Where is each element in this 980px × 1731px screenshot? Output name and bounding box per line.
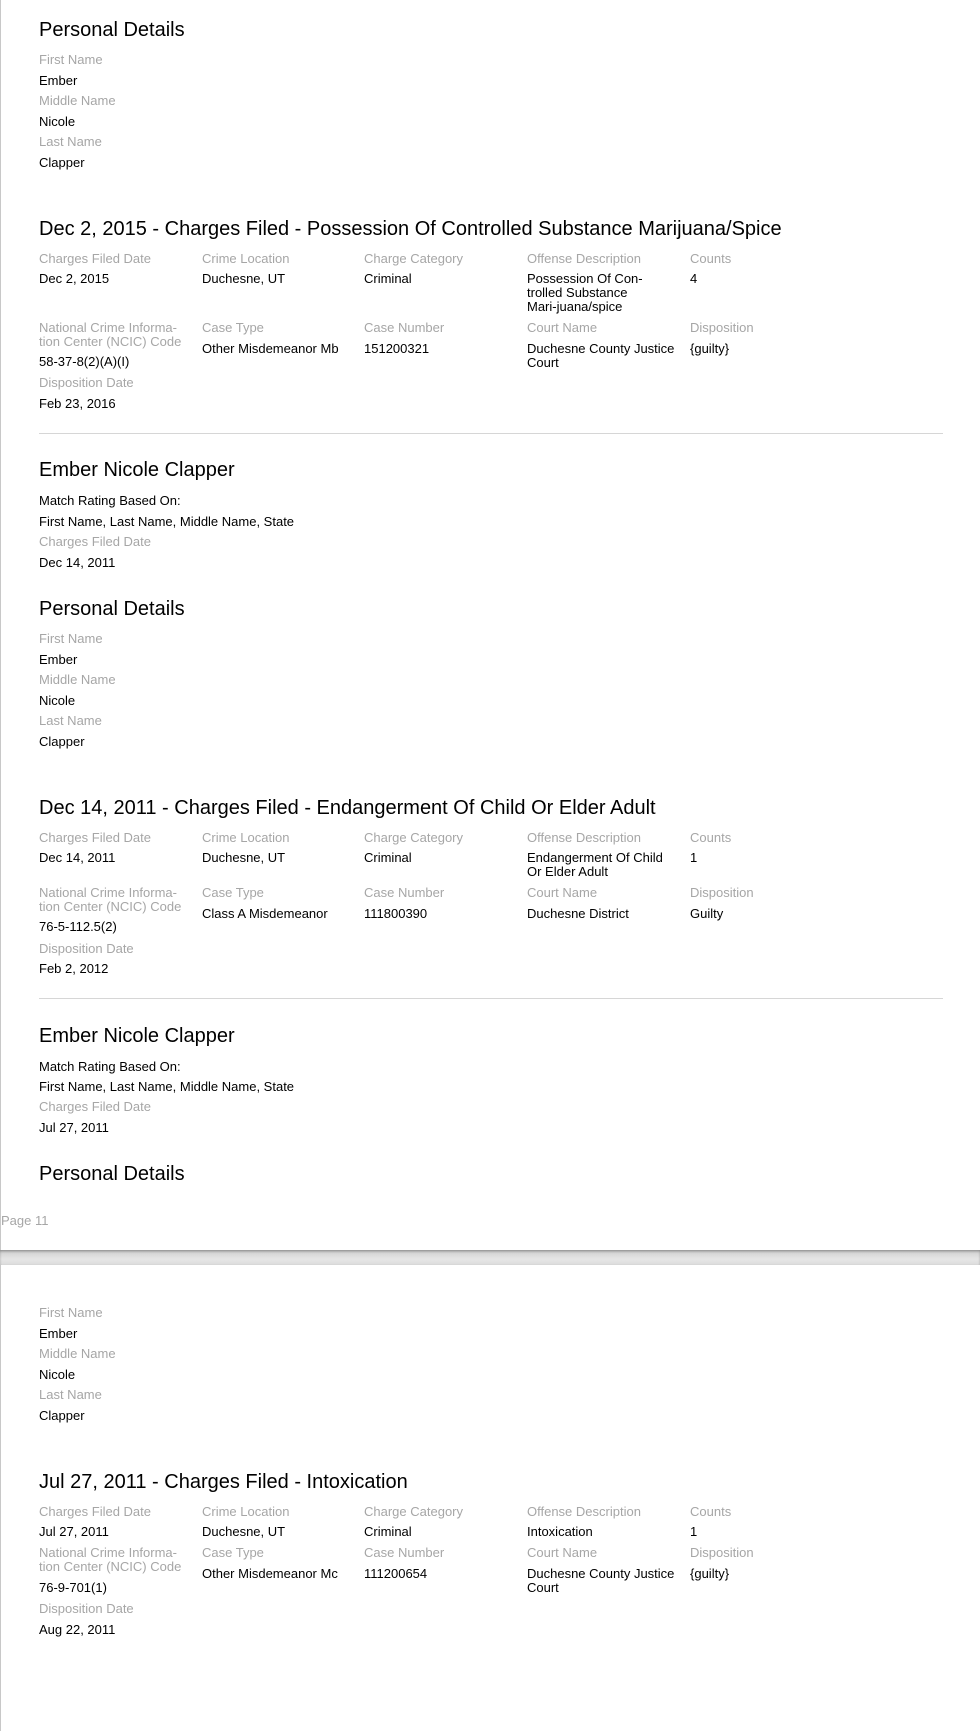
charges-filed-date-label: Charges Filed Date	[39, 1099, 151, 1114]
section-divider	[39, 433, 943, 434]
first-name-label: First Name	[39, 52, 103, 67]
counts-label: Counts	[690, 251, 732, 266]
first-name-value: Ember	[39, 652, 78, 667]
crime-location-value: Duchesne, UT	[202, 1524, 286, 1539]
disposition-label: Disposition	[690, 885, 754, 900]
personal-details-heading: Personal Details	[39, 1163, 185, 1185]
charge-category-label: Charge Category	[364, 830, 463, 845]
disposition-date-value: Feb 23, 2016	[39, 396, 116, 411]
personal-details-heading: Personal Details	[39, 19, 185, 41]
charges-filed-date-value: Dec 2, 2015	[39, 271, 110, 286]
disposition-date-label: Disposition Date	[39, 375, 134, 390]
disposition-label: Disposition	[690, 1545, 754, 1560]
middle-name-label: Middle Name	[39, 93, 116, 108]
case-type-value: Class A Misdemeanor	[202, 906, 328, 921]
record-name-heading: Ember Nicole Clapper	[39, 1025, 235, 1047]
last-name-value: Clapper	[39, 155, 85, 170]
report-page-12	[0, 1265, 980, 1731]
disposition-label: Disposition	[690, 320, 754, 335]
charges-filed-date-label: Charges Filed Date	[39, 251, 151, 266]
case-type-value: Other Misdemeanor Mb	[202, 341, 339, 356]
charge-category-label: Charge Category	[364, 1504, 463, 1519]
last-name-label: Last Name	[39, 134, 102, 149]
charges-filed-date-label: Charges Filed Date	[39, 1504, 151, 1519]
last-name-value: Clapper	[39, 734, 85, 749]
page-number: Page 11	[1, 1213, 49, 1228]
offense-description-value: Possession Of Con-trolled Substance Mari-juana/spice	[527, 271, 643, 314]
charge-category-value: Criminal	[364, 1524, 412, 1539]
first-name-label: First Name	[39, 631, 103, 646]
case-number-value: 111200654	[364, 1566, 428, 1581]
charge-category-label: Charge Category	[364, 251, 463, 266]
case-number-value: 151200321	[364, 341, 430, 356]
court-name-label: Court Name	[527, 320, 598, 335]
case-number-label: Case Number	[364, 320, 445, 335]
offense-description-label: Offense Description	[527, 251, 641, 266]
charge-heading: Jul 27, 2011 - Charges Filed - Intoxication	[39, 1471, 408, 1493]
match-rating-fields: First Name, Last Name, Middle Name, State	[39, 1079, 295, 1094]
record-name-heading: Ember Nicole Clapper	[39, 459, 235, 481]
middle-name-value: Nicole	[39, 693, 76, 708]
ncic-code-value: 76-9-701(1)	[39, 1580, 107, 1595]
offense-description-label: Offense Description	[527, 830, 641, 845]
disposition-date-label: Disposition Date	[39, 1601, 134, 1616]
middle-name-value: Nicole	[39, 114, 76, 129]
counts-value: 1	[690, 850, 698, 865]
last-name-label: Last Name	[39, 713, 102, 728]
ncic-code-label: National Crime Informa-tion Center (NCIC) Code	[39, 320, 182, 349]
case-number-label: Case Number	[364, 885, 445, 900]
crime-location-label: Crime Location	[202, 1504, 290, 1519]
middle-name-value: Nicole	[39, 1367, 76, 1382]
crime-location-label: Crime Location	[202, 251, 290, 266]
charges-filed-date-value: Jul 27, 2011	[39, 1524, 109, 1539]
court-name-value: Duchesne District	[527, 906, 629, 921]
charges-filed-date-value: Dec 14, 2011	[39, 555, 116, 570]
crime-location-value: Duchesne, UT	[202, 850, 286, 865]
match-rating-label: Match Rating Based On:	[39, 493, 181, 508]
counts-value: 1	[690, 1524, 698, 1539]
disposition-value: {guilty}	[690, 341, 730, 356]
offense-description-label: Offense Description	[527, 1504, 641, 1519]
case-type-label: Case Type	[202, 320, 264, 335]
case-type-label: Case Type	[202, 885, 264, 900]
middle-name-label: Middle Name	[39, 672, 116, 687]
court-name-label: Court Name	[527, 1545, 598, 1560]
ncic-code-label: National Crime Informa-tion Center (NCIC) Code	[39, 885, 182, 914]
case-type-label: Case Type	[202, 1545, 264, 1560]
counts-label: Counts	[690, 830, 732, 845]
case-type-value: Other Misdemeanor Mc	[202, 1566, 338, 1581]
charges-filed-date-value: Dec 14, 2011	[39, 850, 116, 865]
charge-heading: Dec 14, 2011 - Charges Filed - Endangerment Of Child Or Elder Adult	[39, 797, 656, 819]
disposition-value: Guilty	[690, 906, 724, 921]
charges-filed-date-label: Charges Filed Date	[39, 830, 151, 845]
ncic-code-value: 76-5-112.5(2)	[39, 919, 117, 934]
charge-category-value: Criminal	[364, 271, 412, 286]
charges-filed-date-value: Jul 27, 2011	[39, 1120, 109, 1135]
case-number-label: Case Number	[364, 1545, 445, 1560]
crime-location-value: Duchesne, UT	[202, 271, 286, 286]
personal-details-heading: Personal Details	[39, 598, 185, 620]
disposition-value: {guilty}	[690, 1566, 730, 1581]
counts-value: 4	[690, 271, 698, 286]
disposition-date-value: Feb 2, 2012	[39, 961, 109, 976]
ncic-code-label: National Crime Informa-tion Center (NCIC) Code	[39, 1545, 182, 1574]
last-name-value: Clapper	[39, 1408, 85, 1423]
disposition-date-label: Disposition Date	[39, 941, 134, 956]
counts-label: Counts	[690, 1504, 732, 1519]
match-rating-fields: First Name, Last Name, Middle Name, State	[39, 514, 295, 529]
case-number-value: 111800390	[364, 906, 428, 921]
court-name-value: Duchesne County Justice Court	[527, 1566, 675, 1595]
charge-category-value: Criminal	[364, 850, 412, 865]
section-divider	[39, 998, 943, 999]
first-name-value: Ember	[39, 1326, 78, 1341]
court-name-value: Duchesne County Justice Court	[527, 341, 675, 370]
page-break	[0, 1250, 980, 1265]
offense-description-value: Intoxication	[527, 1524, 593, 1539]
offense-description-value: Endangerment Of Child Or Elder Adult	[527, 850, 663, 879]
court-name-label: Court Name	[527, 885, 598, 900]
disposition-date-value: Aug 22, 2011	[39, 1622, 116, 1637]
first-name-label: First Name	[39, 1305, 103, 1320]
match-rating-label: Match Rating Based On:	[39, 1059, 181, 1074]
ncic-code-value: 58-37-8(2)(A)(I)	[39, 354, 130, 369]
first-name-value: Ember	[39, 73, 78, 88]
charge-heading: Dec 2, 2015 - Charges Filed - Possession Of Controlled Substance Marijuana/Spice	[39, 218, 782, 240]
crime-location-label: Crime Location	[202, 830, 290, 845]
middle-name-label: Middle Name	[39, 1346, 116, 1361]
last-name-label: Last Name	[39, 1387, 102, 1402]
charges-filed-date-label: Charges Filed Date	[39, 534, 151, 549]
